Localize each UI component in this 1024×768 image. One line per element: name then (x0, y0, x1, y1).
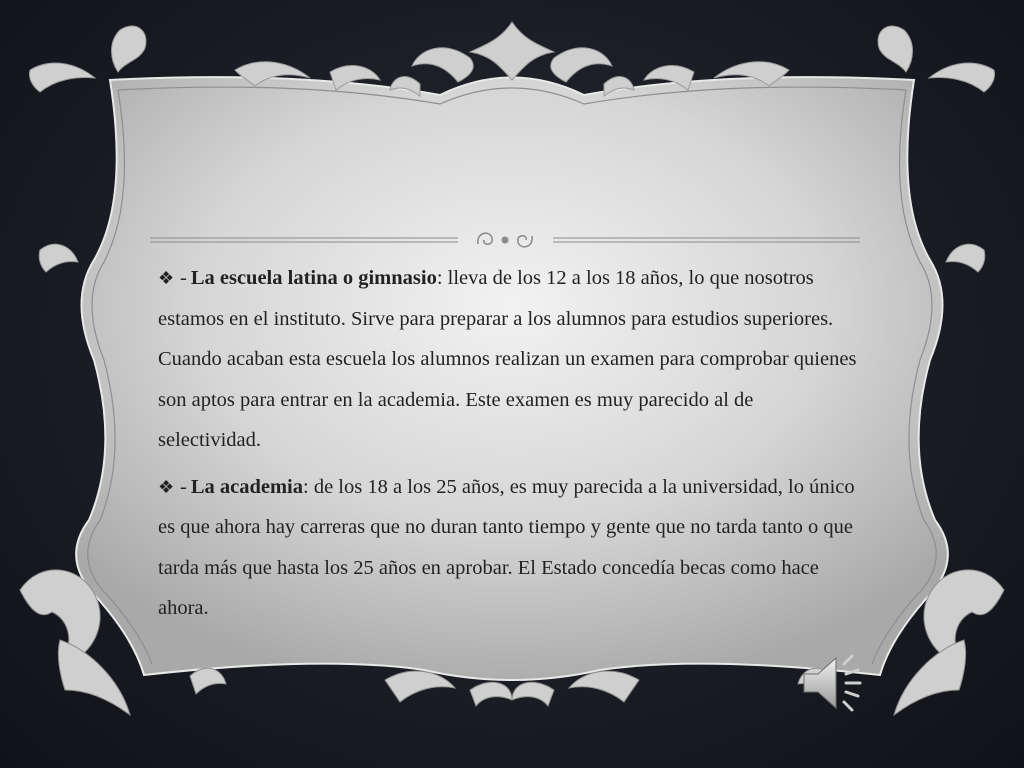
bullet-dash: - (180, 475, 187, 498)
diamond-bullet-icon: ❖ (158, 476, 175, 497)
bullet-item (158, 258, 858, 461)
bullet-term: La escuela latina o gimnasio (190, 267, 437, 289)
speaker-icon[interactable] (800, 650, 870, 716)
bullet-text: : de los 18 a los 25 años, es muy parecida a la universidad, lo único es que ahora hay carreras que no duran tanto tiempo y gente que no tarda tanto o que tarda más que hasta los 25 años en aprobar. El Estado concedía becas como hace ahora. (158, 475, 855, 619)
diamond-bullet-icon: ❖ (158, 268, 175, 288)
bullet-text: : lleva de los 12 a los 18 años, lo que nosotros estamos en el instituto. Sirve para preparar a los alumnos para estudios superiores. Cuando acaban esta escuela los alumnos realizan un examen para comprobar quienes son aptos para entrar en la academia. Este examen es muy parecido al de selectividad. (158, 267, 857, 451)
bullet-item (158, 467, 858, 629)
bullet-term: La academia (190, 475, 303, 498)
bullet-dash: - (180, 267, 187, 289)
slide-body (158, 258, 858, 635)
